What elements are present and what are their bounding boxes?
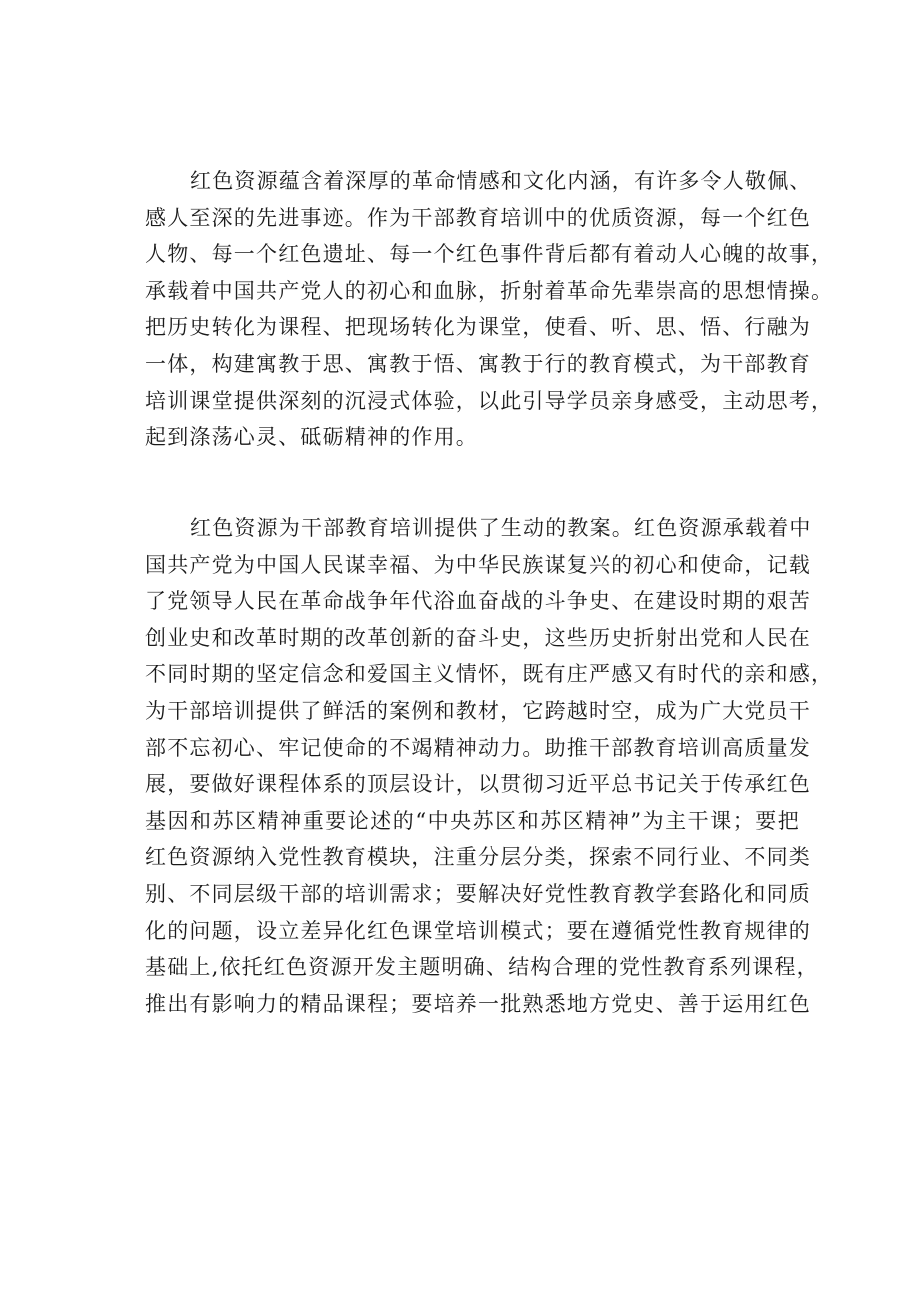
paragraph-line: 化的问题，设立差异化红色课堂培训模式；要在遵循党性教育规律的 xyxy=(145,918,811,943)
paragraph-line: 人物、每一个红色遗址、每一个红色事件背后都有着动人心魄的故事， xyxy=(145,242,834,267)
paragraph-line: 基因和苏区精神重要论述的“中央苏区和苏区精神”为主干课；要把 xyxy=(145,808,800,833)
paragraph-line: 把历史转化为课程、把现场转化为课堂，使看、听、思、悟、行融为 xyxy=(145,315,811,340)
paragraph-line: 别、不同层级干部的培训需求；要解决好党性教育教学套路化和同质 xyxy=(145,881,811,906)
paragraph-line: 培训课堂提供深刻的沉浸式体验，以此引导学员亲身感受，主动思考， xyxy=(145,388,834,413)
paragraph-line: 起到涤荡心灵、砥砺精神的作用。 xyxy=(145,425,478,450)
paragraph-line: 基础上,依托红色资源开发主题明确、结构合理的党性教育系列课程， xyxy=(145,955,819,980)
paragraph-line: 感人至深的先进事迹。作为干部教育培训中的优质资源，每一个红色 xyxy=(145,205,811,230)
paragraph-line: 创业史和改革时期的改革创新的奋斗史，这些历史折射出党和人民在 xyxy=(145,625,811,650)
paragraph-line: 承载着中国共产党人的初心和血脉，折射着革命先辈崇高的思想情操。 xyxy=(145,278,834,303)
paragraph-line: 红色资源蕴含着深厚的革命情感和文化内涵，有许多令人敬佩、 xyxy=(190,169,812,193)
paragraph-line: 一体，构建寓教于思、寓教于悟、寓教于行的教育模式，为干部教育 xyxy=(145,351,811,376)
paragraph-line: 不同时期的坚定信念和爱国主义情怀，既有庄严感又有时代的亲和感， xyxy=(145,662,834,687)
paragraph-1 xyxy=(145,163,834,456)
paragraph-2 xyxy=(145,510,834,1022)
paragraph-line: 了党领导人民在革命战争年代浴血奋战的斗争史、在建设时期的艰苦 xyxy=(145,589,811,614)
paragraph-line: 国共产党为中国人民谋幸福、为中华民族谋复兴的初心和使命，记载 xyxy=(145,552,811,577)
paragraph-line: 部不忘初心、牢记使命的不竭精神动力。助推干部教育培训高质量发 xyxy=(145,735,811,760)
paragraph-line: 红色资源为干部教育培训提供了生动的教案。红色资源承载着中 xyxy=(190,516,812,540)
paragraph-line: 推出有影响力的精品课程；要培养一批熟悉地方党史、善于运用红色 xyxy=(145,991,811,1016)
paragraph-line: 为干部培训提供了鲜活的案例和教材，它跨越时空，成为广大党员干 xyxy=(145,698,811,723)
paragraph-line: 红色资源纳入党性教育模块，注重分层分类，探索不同行业、不同类 xyxy=(145,845,811,870)
paragraph-line: 展，要做好课程体系的顶层设计，以贯彻习近平总书记关于传承红色 xyxy=(145,772,811,797)
